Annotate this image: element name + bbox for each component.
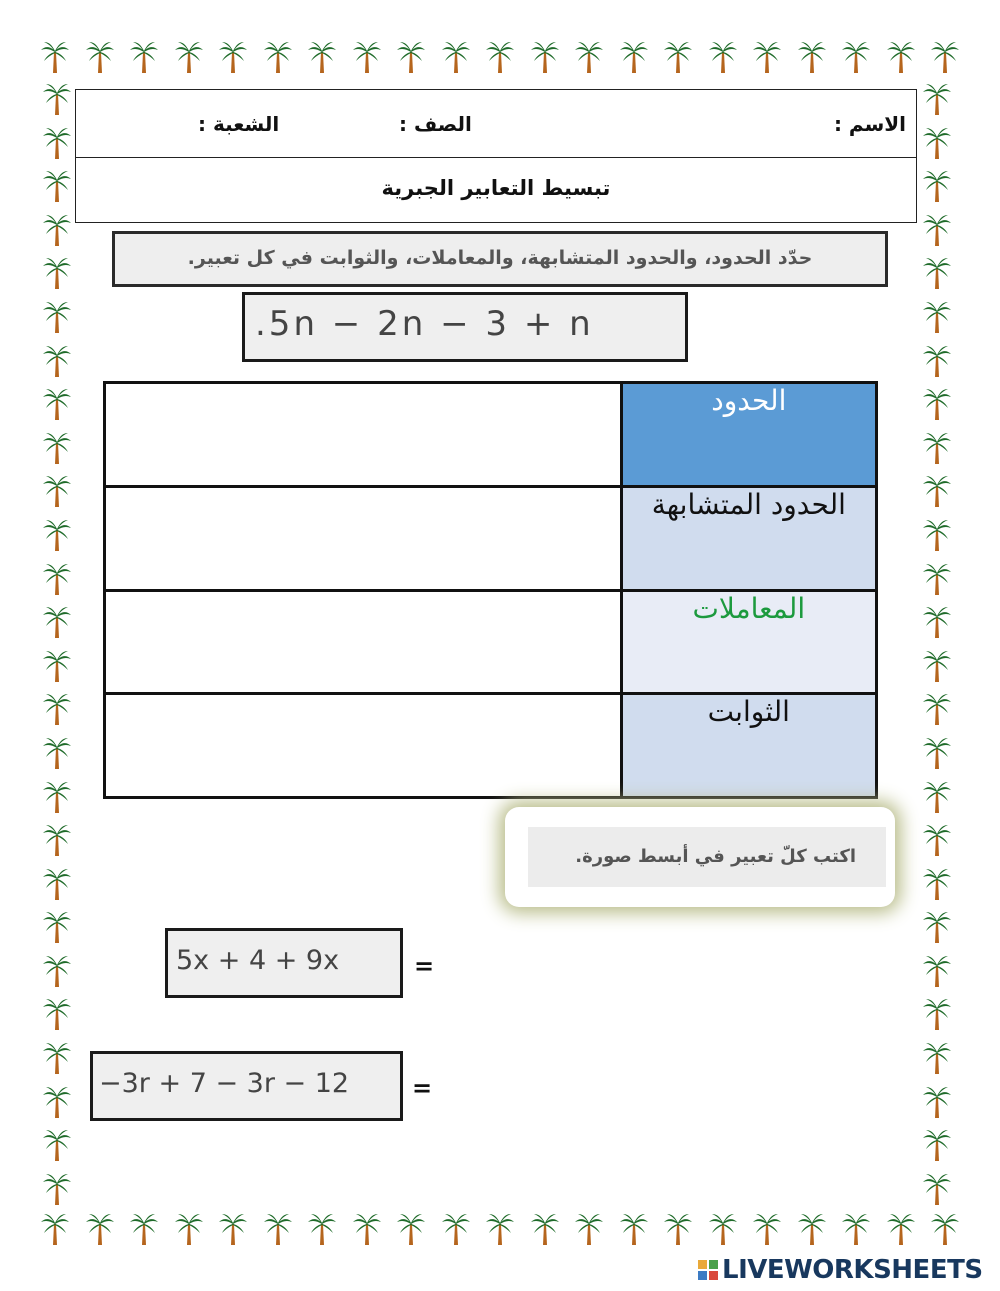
terms-table: [103, 381, 878, 799]
row-label: الحدود المتشابهة: [621, 486, 876, 590]
palm-tree-icon: [42, 605, 72, 639]
palm-tree-icon: [922, 169, 952, 203]
palm-tree-icon: [619, 40, 649, 74]
palm-tree-icon: [307, 40, 337, 74]
palm-tree-icon: [42, 867, 72, 901]
instruction-identify: حدّد الحدود، والحدود المتشابهة، والمعاملات، والثوابت في كل تعبير.: [112, 231, 888, 287]
worksheet-title: تبسيط التعابير الجبرية: [381, 176, 611, 200]
palm-tree-icon: [441, 1212, 471, 1246]
palm-tree-icon: [42, 1085, 72, 1119]
liveworksheets-logo: [698, 1255, 983, 1285]
palm-tree-icon: [574, 40, 604, 74]
palm-tree-icon: [663, 1212, 693, 1246]
palm-tree-icon: [886, 1212, 916, 1246]
palm-tree-icon: [42, 736, 72, 770]
class-label: الصف :: [399, 112, 472, 136]
palm-tree-icon: [922, 1041, 952, 1075]
palm-tree-icon: [922, 649, 952, 683]
answer-cell[interactable]: [105, 486, 622, 590]
palm-tree-icon: [42, 82, 72, 116]
palm-tree-icon: [218, 40, 248, 74]
palm-tree-icon: [886, 40, 916, 74]
palm-tree-icon: [441, 40, 471, 74]
expression-box: .5n − 2n − 3 + n: [242, 292, 688, 362]
palm-tree-icon: [922, 344, 952, 378]
palm-tree-icon: [42, 1041, 72, 1075]
palm-tree-icon: [922, 910, 952, 944]
palm-tree-icon: [922, 82, 952, 116]
palm-tree-icon: [42, 649, 72, 683]
palm-tree-icon: [42, 823, 72, 857]
palm-tree-icon: [619, 1212, 649, 1246]
name-label: الاسم :: [833, 112, 906, 136]
palm-tree-icon: [40, 1212, 70, 1246]
palm-tree-icon: [129, 1212, 159, 1246]
palm-tree-icon: [922, 518, 952, 552]
row-label: الثوابت: [621, 694, 876, 798]
palm-tree-icon: [42, 997, 72, 1031]
palm-tree-icon: [922, 605, 952, 639]
palm-border-bottom: [40, 1212, 960, 1246]
exercise-1-expression: 5x + 4 + 9x: [165, 928, 403, 998]
palm-tree-icon: [263, 1212, 293, 1246]
palm-tree-icon: [42, 1128, 72, 1162]
palm-tree-icon: [930, 1212, 960, 1246]
palm-tree-icon: [930, 40, 960, 74]
palm-tree-icon: [42, 562, 72, 596]
palm-tree-icon: [922, 692, 952, 726]
palm-tree-icon: [708, 1212, 738, 1246]
palm-tree-icon: [42, 344, 72, 378]
palm-border-left: [42, 82, 72, 1206]
palm-tree-icon: [85, 40, 115, 74]
palm-tree-icon: [42, 300, 72, 334]
palm-tree-icon: [352, 1212, 382, 1246]
palm-tree-icon: [922, 256, 952, 290]
palm-tree-icon: [922, 562, 952, 596]
palm-tree-icon: [42, 256, 72, 290]
palm-tree-icon: [574, 1212, 604, 1246]
palm-tree-icon: [263, 40, 293, 74]
palm-tree-icon: [42, 1172, 72, 1206]
palm-tree-icon: [42, 954, 72, 988]
section-label: الشعبة :: [198, 112, 280, 136]
student-info-box: [75, 89, 917, 223]
palm-tree-icon: [922, 954, 952, 988]
palm-tree-icon: [42, 169, 72, 203]
palm-tree-icon: [752, 1212, 782, 1246]
palm-tree-icon: [922, 474, 952, 508]
palm-tree-icon: [708, 40, 738, 74]
palm-tree-icon: [922, 300, 952, 334]
palm-tree-icon: [396, 40, 426, 74]
palm-tree-icon: [841, 40, 871, 74]
palm-tree-icon: [485, 1212, 515, 1246]
table-row: [105, 590, 877, 694]
liveworksheets-icon: [698, 1260, 718, 1280]
palm-border-top: [40, 40, 960, 74]
palm-tree-icon: [85, 1212, 115, 1246]
palm-tree-icon: [797, 1212, 827, 1246]
row-label: الحدود: [621, 383, 876, 487]
row-label: المعاملات: [621, 590, 876, 694]
palm-tree-icon: [42, 780, 72, 814]
palm-tree-icon: [922, 126, 952, 160]
palm-tree-icon: [42, 431, 72, 465]
palm-tree-icon: [40, 40, 70, 74]
answer-cell[interactable]: [105, 694, 622, 798]
palm-tree-icon: [841, 1212, 871, 1246]
palm-tree-icon: [42, 126, 72, 160]
answer-cell[interactable]: [105, 590, 622, 694]
table-row: [105, 486, 877, 590]
palm-tree-icon: [922, 780, 952, 814]
palm-tree-icon: [485, 40, 515, 74]
palm-border-right: [922, 82, 952, 1206]
palm-tree-icon: [42, 692, 72, 726]
palm-tree-icon: [797, 40, 827, 74]
watermark-text: LIVEWORKSHEETS: [722, 1255, 983, 1285]
palm-tree-icon: [530, 40, 560, 74]
palm-tree-icon: [174, 1212, 204, 1246]
exercise-2-equals: =: [412, 1074, 433, 1102]
palm-tree-icon: [42, 387, 72, 421]
palm-tree-icon: [922, 823, 952, 857]
palm-tree-icon: [307, 1212, 337, 1246]
palm-tree-icon: [922, 431, 952, 465]
table-row: [105, 383, 877, 487]
palm-tree-icon: [42, 518, 72, 552]
palm-tree-icon: [922, 387, 952, 421]
palm-tree-icon: [922, 1085, 952, 1119]
exercise-2-expression: −3r + 7 − 3r − 12: [90, 1051, 403, 1121]
palm-tree-icon: [922, 997, 952, 1031]
palm-tree-icon: [530, 1212, 560, 1246]
palm-tree-icon: [352, 40, 382, 74]
palm-tree-icon: [922, 867, 952, 901]
palm-tree-icon: [922, 1128, 952, 1162]
table-row: [105, 694, 877, 798]
palm-tree-icon: [922, 213, 952, 247]
palm-tree-icon: [174, 40, 204, 74]
palm-tree-icon: [42, 213, 72, 247]
palm-tree-icon: [129, 40, 159, 74]
instruction-simplify: اكتب كلّ تعبير في أبسط صورة.: [528, 827, 886, 887]
palm-tree-icon: [663, 40, 693, 74]
exercise-1-equals: =: [414, 952, 435, 980]
palm-tree-icon: [396, 1212, 426, 1246]
palm-tree-icon: [218, 1212, 248, 1246]
palm-tree-icon: [922, 1172, 952, 1206]
answer-cell[interactable]: [105, 383, 622, 487]
palm-tree-icon: [42, 474, 72, 508]
palm-tree-icon: [42, 910, 72, 944]
palm-tree-icon: [922, 736, 952, 770]
palm-tree-icon: [752, 40, 782, 74]
